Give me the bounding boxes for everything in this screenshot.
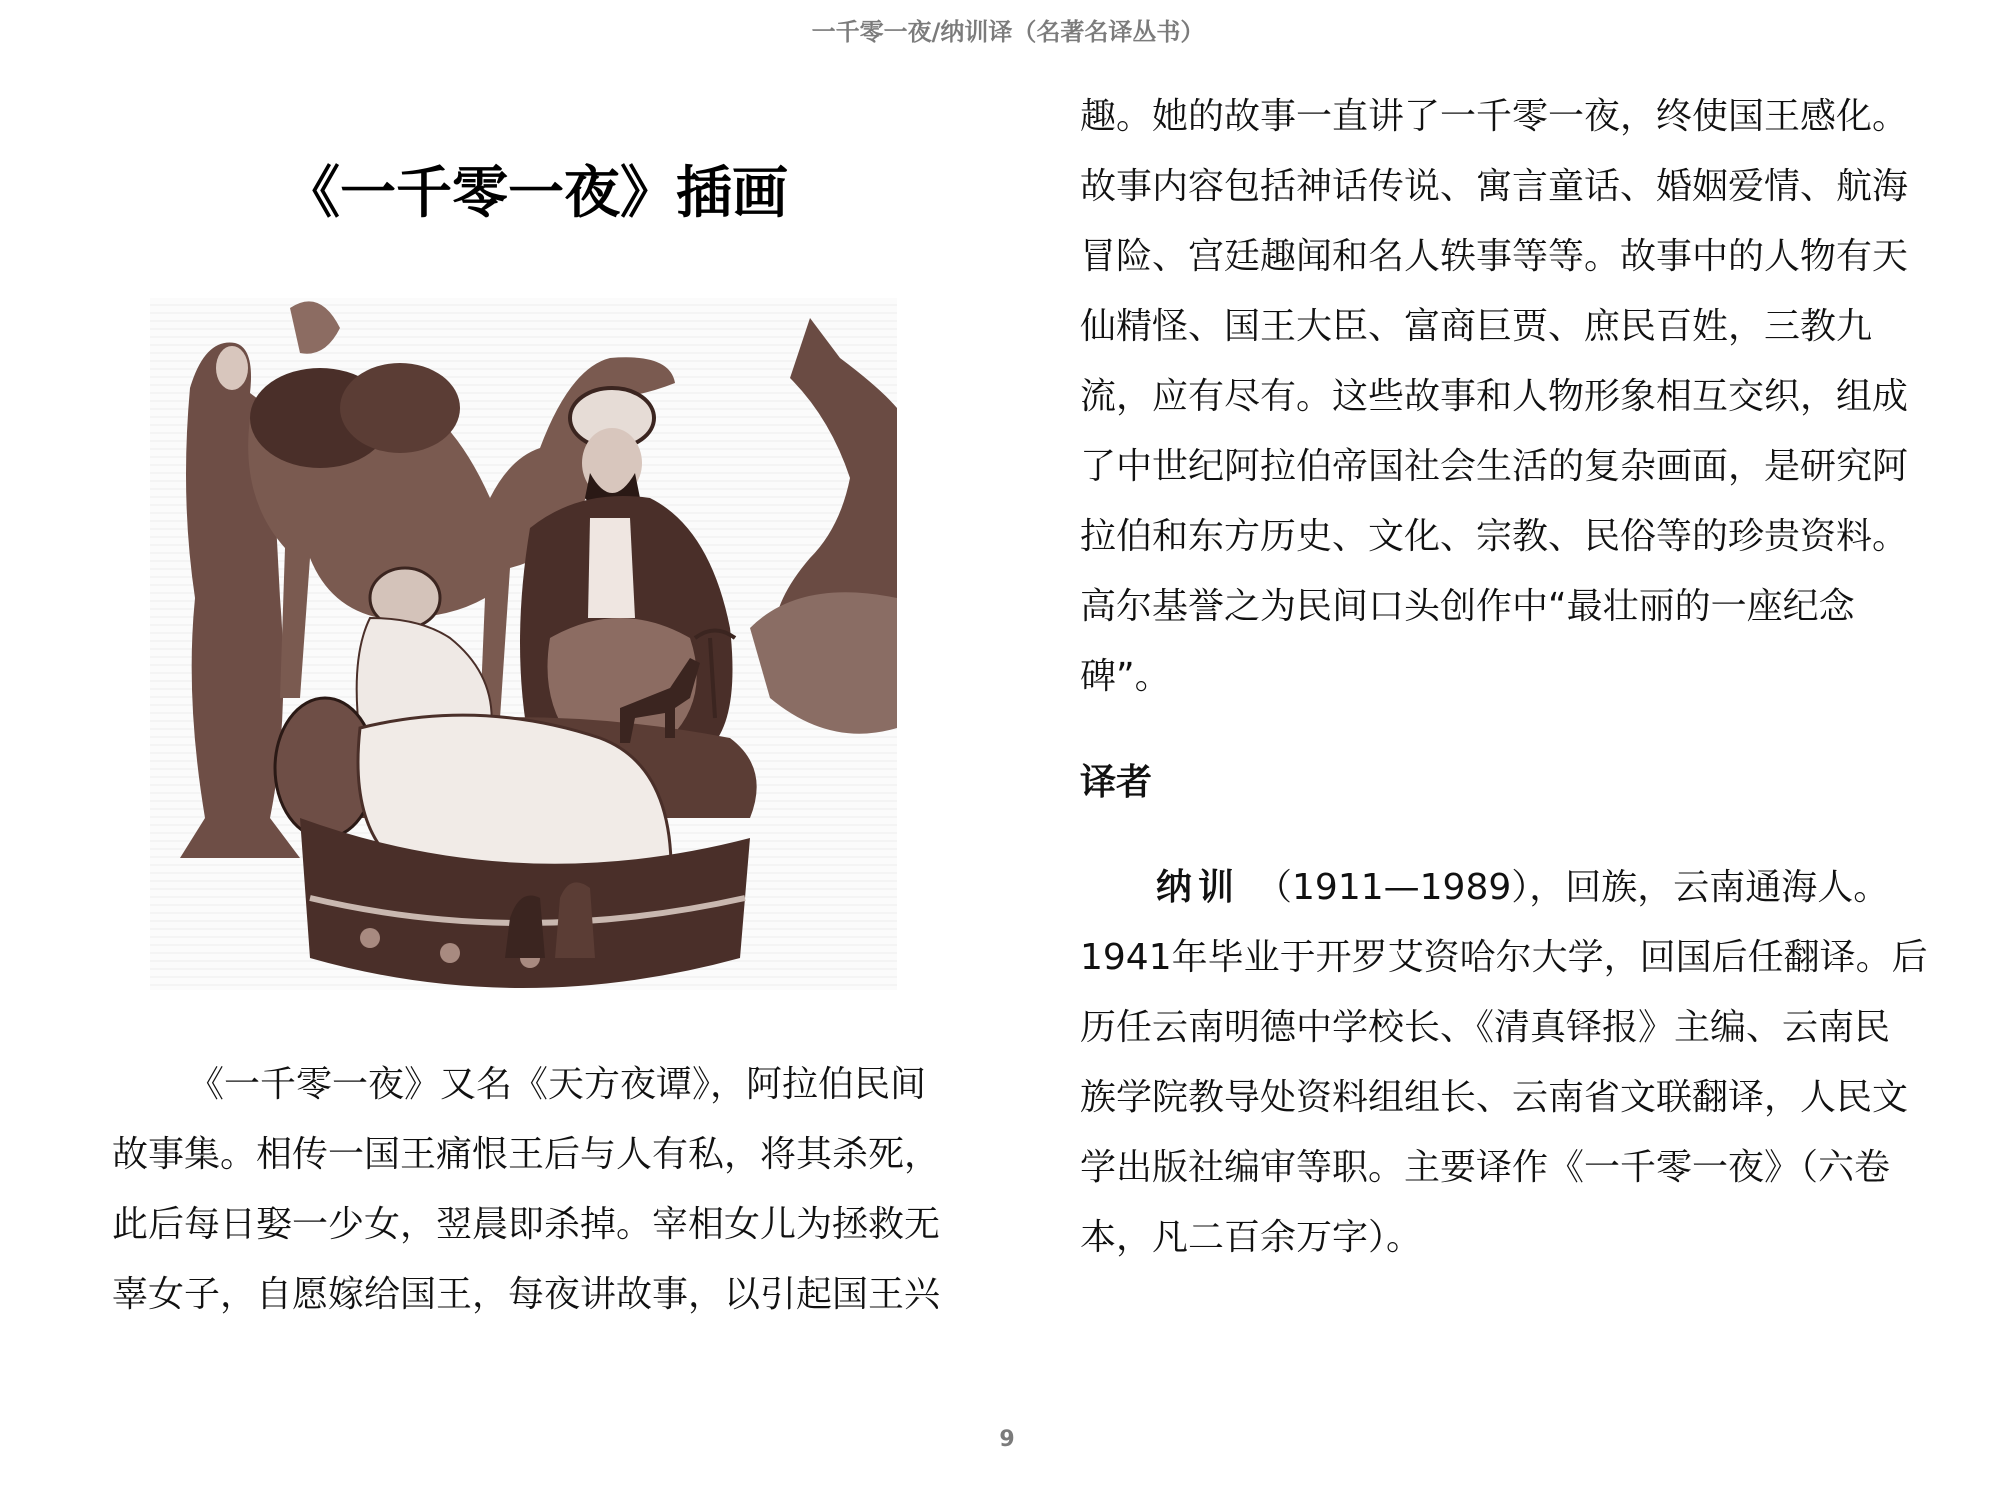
text-line: 历任云南明德中学校长、《清真铎报》主编、云南民 bbox=[1080, 1007, 1891, 1048]
text-line: 高尔基誉之为民间口头创作中“最壮丽的一座纪念 bbox=[1080, 586, 1855, 627]
text-line: 仙精怪、国王大臣、富商巨贾、庶民百姓，三教九 bbox=[1080, 306, 1873, 347]
text-line: 流，应有尽有。这些故事和人物形象相互交织，组成 bbox=[1080, 376, 1909, 417]
bio-first-line bbox=[1080, 853, 1940, 923]
section-heading-translator: 译者 bbox=[1080, 762, 1153, 803]
text-line: 学出版社编审等职。主要译作《一千零一夜》（六卷 bbox=[1080, 1147, 1891, 1188]
text-line: 本，凡二百余万字）。 bbox=[1080, 1217, 1423, 1258]
bio-first-line-text: （1911—1989），回族，云南通海人。 bbox=[1256, 867, 1890, 908]
illustration-art-icon bbox=[150, 298, 897, 990]
text-line: 故事内容包括神话传说、寓言童话、婚姻爱情、航海 bbox=[1080, 166, 1909, 207]
text-line: 故事集。相传一国王痛恨王后与人有私，将其杀死， bbox=[112, 1134, 941, 1175]
running-header: 一千零一夜/纳训译（名著名译丛书） bbox=[811, 18, 1205, 46]
illustration-image bbox=[150, 298, 897, 990]
text-line: 碑”。 bbox=[1080, 656, 1171, 697]
translator-name: 纳训 bbox=[1156, 867, 1241, 908]
text-line: 《一千零一夜》又名《天方夜谭》，阿拉伯民间 bbox=[188, 1064, 927, 1105]
text-line: 1941年毕业于开罗艾资哈尔大学，回国后任翻译。后 bbox=[1080, 937, 1928, 978]
text-line: 冒险、宫廷趣闻和名人轶事等等。故事中的人物有天 bbox=[1080, 236, 1909, 277]
text-line: 此后每日娶一少女，翌晨即杀掉。宰相女儿为拯救无 bbox=[112, 1204, 941, 1245]
text-line: 趣。她的故事一直讲了一千零一夜，终使国王感化。 bbox=[1080, 96, 1909, 137]
page-number: 9 bbox=[999, 1427, 1015, 1452]
translator-bio bbox=[1080, 853, 1940, 1273]
plate-title: 《一千零一夜》插画 bbox=[284, 161, 788, 226]
text-line: 辜女子，自愿嫁给国王，每夜讲故事，以引起国王兴 bbox=[112, 1274, 941, 1315]
continued-paragraph bbox=[1080, 82, 1940, 712]
text-line: 了中世纪阿拉伯帝国社会生活的复杂画面，是研究阿 bbox=[1080, 446, 1909, 487]
intro-paragraph bbox=[112, 1050, 972, 1330]
text-line: 拉伯和东方历史、文化、宗教、民俗等的珍贵资料。 bbox=[1080, 516, 1909, 557]
text-line: 族学院教导处资料组组长、云南省文联翻译，人民文 bbox=[1080, 1077, 1909, 1118]
